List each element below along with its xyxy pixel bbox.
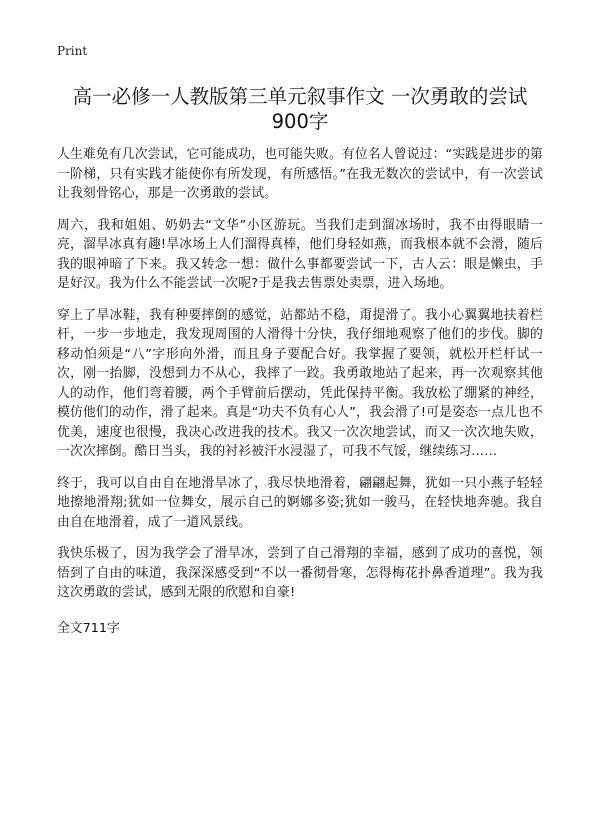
paragraph-practice: 穿上了旱冰鞋，我有种要摔倒的感觉，站都站不稳，甭提滑了。我小心翼翼地扶着栏杆，一步一步地走，我发现周围的人滑得十分快，我仔细地观察了他们的步伐。脚的移动怕须是“八”字形向外滑，而且身子要配合好。我掌握了要领，就松开栏杆试一次，刚一抬脚，没想到力不从心，我摔了一跤。我勇敢地站了起来，再一次观察其他人的动作，他们弯着腰，两个手臂前后摆动，凭此保持平衡。我放松了绷紧的神经，模仿他们的动作，滑了起来。真是“功夫不负有心人”，我会滑了!可是姿态一点儿也不优美，速度也很慢，我决心改进我的技术。我又一次次地尝试，而又一次次地失败，一次次摔倒。酷日当头，我的衬衫被汗水浸湿了，可我不气馁，继续练习…… bbox=[57, 307, 543, 459]
article-title-wordcount: 900字 bbox=[271, 110, 329, 133]
print-link[interactable]: Print bbox=[57, 44, 88, 58]
paragraph-ice-rink: 周六，我和姐姐、奶奶去“文华”小区游玩。当我们走到溜冰场时，我不由得眼睛一亮，溜旱冰真有趣!旱冰场上人们溜得真棒，他们身轻如燕，而我根本就不会滑，随后我的眼神暗了下来。我又转念一想：做什么事都要尝试一下，古人云：眼是懒虫，手是好汉。我为什么不能尝试一次呢?于是我去售票处卖票，进入场地。 bbox=[57, 217, 543, 291]
article-body bbox=[57, 145, 543, 638]
paragraph-intro: 人生难免有几次尝试，它可能成功，也可能失败。有位名人曾说过：“实践是进步的第一阶梯，只有实践才能使你有所发现，有所感悟。”在我无数次的尝试中，有一次尝试让我刻骨铭心，那是一次勇敢的尝试。 bbox=[57, 147, 543, 201]
article-title: 高一必修一人教版第三单元叙事作文 一次勇敢的尝试 bbox=[72, 85, 528, 108]
paragraph-conclusion: 我快乐极了，因为我学会了滑旱冰，尝到了自己滑翔的幸福，感到了成功的喜悦，领悟到了自由的味道，我深深感受到“不以一番彻骨寒，怎得梅花扑鼻香道理”。我为我这次勇敢的尝试，感到无限的欣慰和自豪! bbox=[57, 546, 543, 600]
paragraph-success: 终于，我可以自由自在地滑旱冰了，我尽快地滑着，翩翩起舞，犹如一只小燕子轻轻地擦地滑翔;犹如一位舞女，展示自己的婀娜多姿;犹如一骏马，在轻快地奔驰。我自由自在地滑着，成了一道风景线。 bbox=[57, 475, 543, 530]
word-count: 全文711字 bbox=[57, 620, 120, 636]
